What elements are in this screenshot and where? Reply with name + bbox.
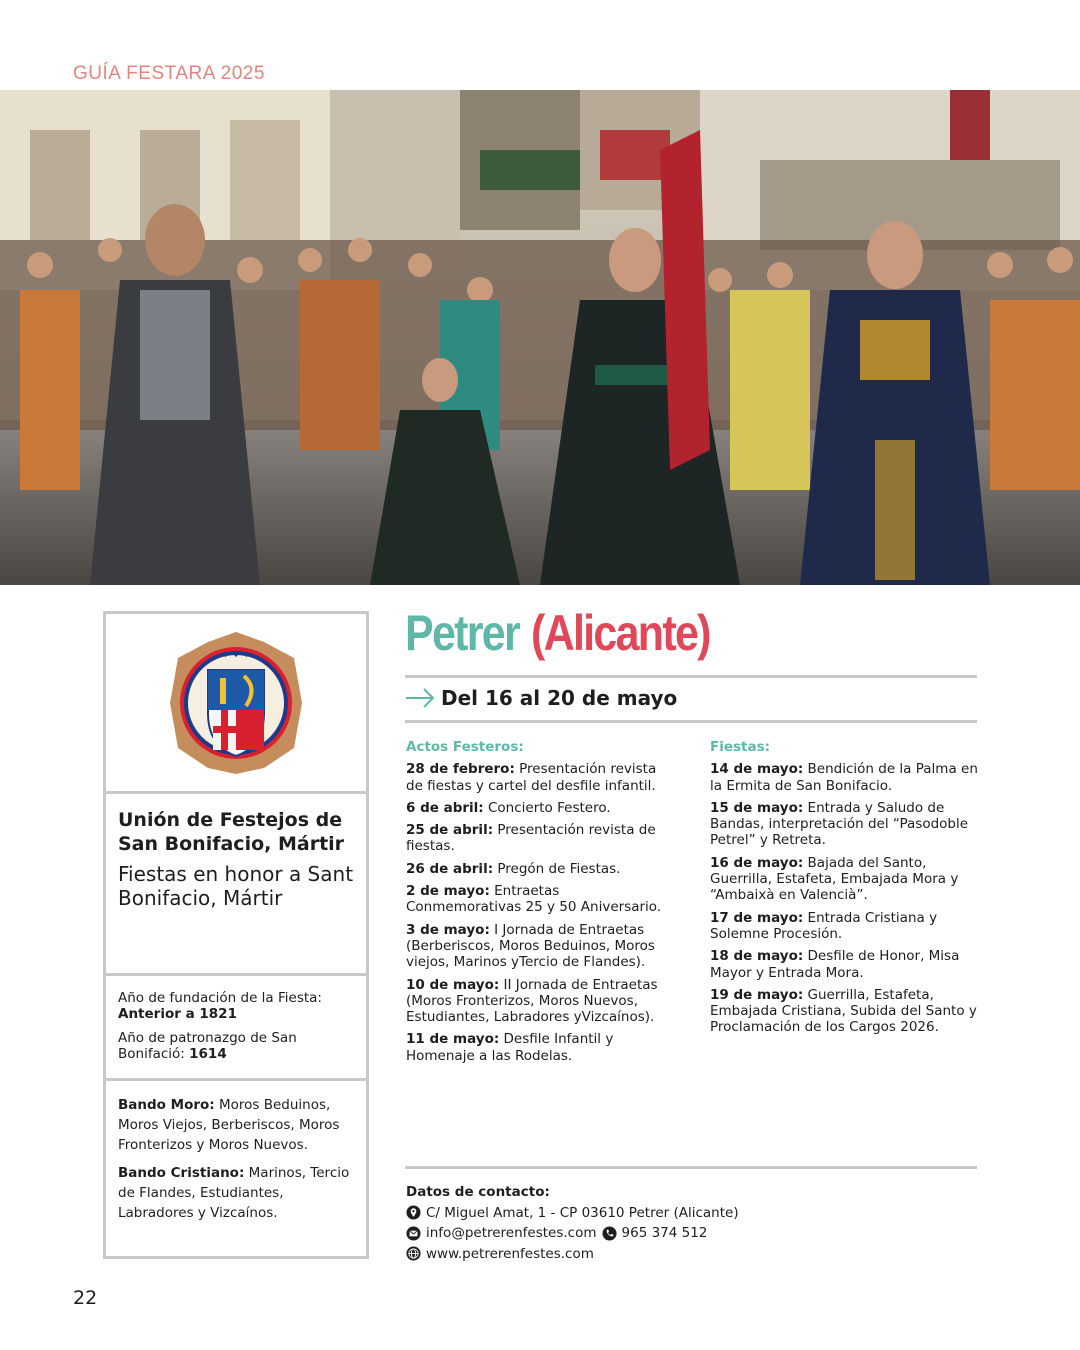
entry-date: 11 de mayo: <box>406 1031 500 1048</box>
fiestas-entry <box>710 800 978 849</box>
bando-cristiano <box>118 1163 354 1223</box>
entry-text: Desfile de Honor, Misa Mayor y Entrada Mora. <box>710 948 960 981</box>
page-title <box>405 604 710 674</box>
phone-icon <box>602 1226 617 1241</box>
entry-text: I Jornada de Entraetas (Berberiscos, Moros Beduinos, Moros viejos, Marinos yTercio de Flandes). <box>406 921 655 971</box>
contact-title: Datos de contacto: <box>406 1184 550 1200</box>
bando-moro-label: Bando Moro: <box>118 1097 215 1113</box>
foundation-label: Año de fundación de la Fiesta: <box>118 990 322 1006</box>
actos-entry <box>406 922 676 971</box>
foundation-year <box>118 990 354 1022</box>
headline-city: Petrer <box>405 605 519 661</box>
dates-row <box>405 686 677 710</box>
globe-icon <box>406 1246 421 1261</box>
actos-entry <box>406 883 676 916</box>
entry-date: 19 de mayo: <box>710 986 804 1003</box>
info-box <box>103 611 369 1259</box>
entry-date: 6 de abril: <box>406 799 484 816</box>
entry-date: 26 de abril: <box>406 860 494 877</box>
fiestas-entry <box>710 855 978 904</box>
organization-cell <box>106 794 366 976</box>
festival-parade-photo <box>0 90 1080 585</box>
entry-date: 17 de mayo: <box>710 909 804 926</box>
entry-date: 18 de mayo: <box>710 948 804 965</box>
entry-text: Guerrilla, Estafeta, Embajada Cristiana, Subida del Santo y Proclamación de los Cargos 2026. <box>710 986 977 1036</box>
fiestas-entry <box>710 761 978 794</box>
entry-text: Entrada y Saludo de Bandas, interpretación del “Pasodoble Petrel” y Retreta. <box>710 799 969 849</box>
entry-date: 14 de mayo: <box>710 761 804 778</box>
fiestas-entry <box>710 987 978 1036</box>
bando-cristiano-label: Bando Cristiano: <box>118 1165 245 1181</box>
entry-text: Entraetas Conmemorativas 25 y 50 Aniversario. <box>406 883 662 916</box>
organization-name: Unión de Festejos de San Bonifacio, Mártir <box>118 809 345 855</box>
bando-moro <box>118 1095 354 1155</box>
headline-province: (Alicante) <box>531 605 710 661</box>
website-link[interactable]: www.petrerenfestes.com <box>426 1245 594 1262</box>
actos-list <box>406 761 676 1064</box>
entry-text: Bendición de la Palma en la Ermita de San Bonifacio. <box>710 761 978 794</box>
entry-date: 28 de febrero: <box>406 761 515 778</box>
location-pin-icon <box>406 1205 421 1220</box>
fiestas-heading: Fiestas: <box>710 739 771 755</box>
bando-cristiano-text: Marinos, Tercio de Flandes, Estudiantes, Labradores y Vizcaínos. <box>118 1165 350 1221</box>
entry-text: Presentación revista de fiestas. <box>406 822 656 855</box>
actos-entry <box>406 861 676 877</box>
entry-date: 15 de mayo: <box>710 799 804 816</box>
logo-cell <box>106 614 366 794</box>
entry-date: 10 de mayo: <box>406 976 500 993</box>
fiestas-list <box>710 761 978 1035</box>
email-link[interactable]: info@petrerenfestes.com <box>426 1225 597 1241</box>
patronage-label: Año de patronazgo de San Bonifació: <box>118 1030 297 1062</box>
arrow-right-icon <box>405 686 437 710</box>
years-cell <box>106 976 366 1081</box>
actos-entry <box>406 800 676 816</box>
entry-text: Pregón de Fiestas. <box>493 860 621 877</box>
contact-block <box>406 1182 739 1264</box>
entry-text: Concierto Festero. <box>483 799 611 816</box>
divider <box>405 1166 977 1169</box>
entry-text: Desfile Infantil y Homenaje a las Rodelas. <box>406 1031 614 1064</box>
phone-number: 965 374 512 <box>621 1225 708 1241</box>
foundation-value: Anterior a 1821 <box>118 1006 237 1022</box>
entry-date: 16 de mayo: <box>710 854 804 871</box>
email-icon <box>406 1226 421 1241</box>
web-line <box>406 1244 739 1265</box>
fiestas-entry <box>710 910 978 943</box>
divider <box>405 720 977 723</box>
svg-text:✦ ✦ ✦: ✦ ✦ ✦ <box>221 650 251 661</box>
actos-entry <box>406 761 676 794</box>
bando-moro-text: Moros Beduinos, Moros Viejos, Berberiscos, Moros Fronterizos y Moros Nuevos. <box>118 1097 340 1153</box>
fiestas-column <box>710 739 978 1042</box>
email-phone-line <box>406 1223 739 1244</box>
entry-date: 3 de mayo: <box>406 921 490 938</box>
fiestas-entry <box>710 948 978 981</box>
actos-heading: Actos Festeros: <box>406 739 524 755</box>
actos-entry <box>406 1031 676 1064</box>
guide-title: GUÍA FESTARA 2025 <box>73 63 265 84</box>
address-text: C/ Miguel Amat, 1 - CP 03610 Petrer (Alicante) <box>426 1204 739 1221</box>
actos-entry <box>406 977 676 1026</box>
patronage-value: 1614 <box>189 1046 227 1062</box>
entry-date: 2 de mayo: <box>406 883 490 900</box>
entry-text: II Jornada de Entraetas (Moros Fronterizos, Moros Nuevos, Estudiantes, Labradores yVizcaínos). <box>406 976 658 1026</box>
union-festejos-emblem <box>166 628 306 778</box>
page-number: 22 <box>73 1287 98 1309</box>
festival-dates: Del 16 al 20 de mayo <box>441 686 678 710</box>
address-line <box>406 1203 739 1224</box>
entry-text: Entrada Cristiana y Solemne Procesión. <box>710 909 938 942</box>
actos-column <box>406 739 676 1070</box>
actos-entry <box>406 822 676 855</box>
divider <box>405 675 977 678</box>
patronage-year <box>118 1030 354 1062</box>
entry-date: 25 de abril: <box>406 822 494 839</box>
entry-text: Bajada del Santo, Guerrilla, Estafeta, Embajada Mora y “Ambaixà en Valencià”. <box>710 854 959 904</box>
bandos-cell <box>106 1081 366 1245</box>
organization-subtitle: Fiestas en honor a Sant Bonifacio, Mártir <box>118 862 354 910</box>
entry-text: Presentación revista de fiestas y cartel del desfile infantil. <box>406 761 657 794</box>
